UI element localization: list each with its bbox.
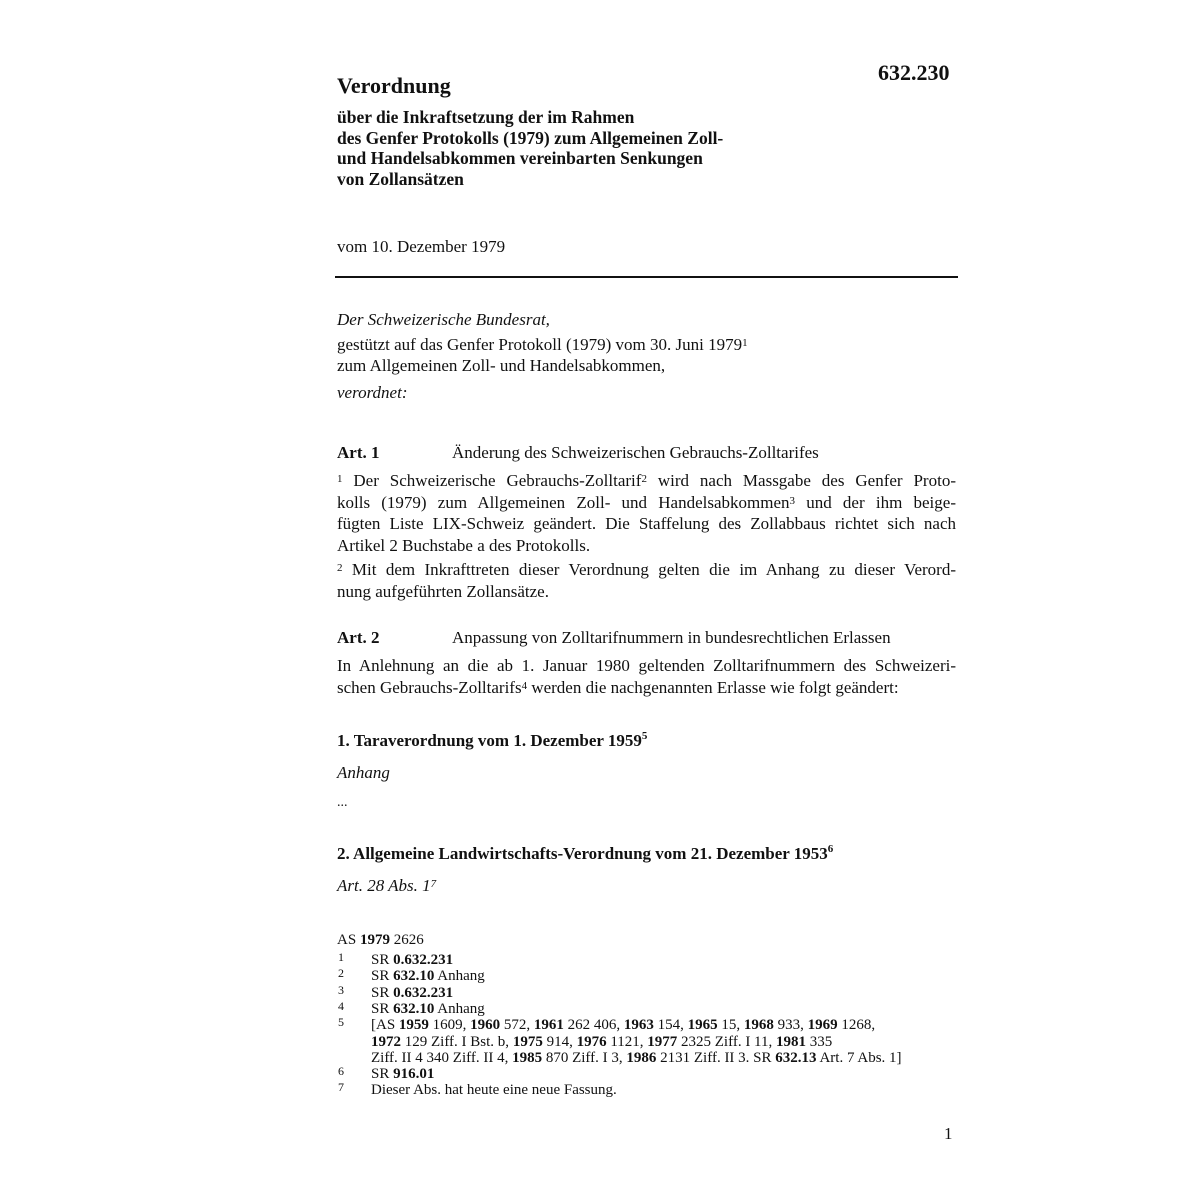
section1-ellipsis: ... bbox=[337, 795, 348, 810]
art1-paragraph2 bbox=[337, 559, 956, 602]
text-span: 1985 bbox=[512, 1050, 543, 1066]
text-span: 1981 bbox=[776, 1033, 807, 1050]
footnote-3 bbox=[371, 985, 453, 1002]
text-span: Anhang bbox=[434, 968, 485, 984]
footnote-number: 6 bbox=[338, 1064, 344, 1078]
footnote-5-line bbox=[371, 1017, 902, 1034]
text-span: 2. Allgemeine Landwirtschafts-Verordnung vom 21. Dezember 1953 bbox=[337, 844, 828, 863]
text-span: AS bbox=[337, 932, 360, 948]
text-span: 933, bbox=[773, 1017, 808, 1033]
text-span: 2325 Ziff. I 11, bbox=[677, 1033, 777, 1050]
section1-sub: Anhang bbox=[337, 763, 390, 782]
text-span: 1986 bbox=[626, 1050, 657, 1066]
text-span: 1972 bbox=[371, 1033, 401, 1050]
text-span: 1609, bbox=[428, 1017, 471, 1033]
subtitle-line: über die Inkraftsetzung der im Rahmen bbox=[337, 107, 635, 127]
footnote-5 bbox=[371, 1017, 902, 1067]
footnote-ref-6[interactable]: 6 bbox=[827, 843, 834, 855]
text-line bbox=[337, 677, 956, 699]
text-span: 15, bbox=[717, 1017, 744, 1033]
art1-number: Art. 1 bbox=[337, 443, 380, 462]
text-span: 2626 bbox=[389, 932, 424, 948]
preamble-authority: Der Schweizerische Bundesrat, bbox=[337, 310, 550, 329]
text-span: werden die nachgenannten Erlasse wie folgt geändert: bbox=[527, 677, 899, 697]
text-line: nung aufgeführten Zollansätze. bbox=[337, 581, 549, 601]
text-span: 335 bbox=[806, 1033, 833, 1050]
text-span: 0.632.231 bbox=[393, 952, 454, 968]
text-line bbox=[337, 492, 956, 514]
footnote-ref-3[interactable]: 3 bbox=[789, 494, 796, 507]
text-span: Anhang bbox=[434, 1001, 485, 1017]
text-span: 1963 bbox=[623, 1017, 654, 1033]
text-line: Artikel 2 Buchstabe a des Protokolls. bbox=[337, 535, 591, 555]
text-span: SR bbox=[371, 1001, 394, 1017]
section2-sub bbox=[337, 875, 436, 897]
text-span: SR bbox=[371, 1066, 394, 1082]
text-span: 1975 bbox=[512, 1033, 543, 1050]
paragraph-number: 2 bbox=[337, 562, 343, 574]
preamble-basis-line1 bbox=[337, 334, 748, 356]
text-span: 1960 bbox=[470, 1017, 501, 1033]
text-span: 914, bbox=[542, 1033, 577, 1050]
text-span: 0.632.231 bbox=[393, 985, 454, 1001]
text-span: Art. 28 Abs. 1 bbox=[337, 876, 431, 895]
text-span: 632.10 bbox=[393, 968, 435, 984]
document-date: vom 10. Dezember 1979 bbox=[337, 237, 506, 256]
text-span: kolls (1979) zum Allgemeinen Zoll- und Handelsabkommen bbox=[337, 492, 790, 512]
text-span: 1969 bbox=[807, 1017, 838, 1033]
footnote-ref-7[interactable]: 7 bbox=[430, 878, 437, 890]
footnote-number: 4 bbox=[338, 999, 344, 1013]
footnote-number: 1 bbox=[338, 950, 344, 964]
subtitle-line: und Handelsabkommen vereinbarten Senkungen bbox=[337, 148, 703, 168]
footnote-number: 3 bbox=[338, 983, 344, 997]
text-span: 262 406, bbox=[563, 1017, 624, 1033]
text-span: 870 Ziff. I 3, bbox=[542, 1050, 627, 1066]
text-span: 1959 bbox=[398, 1017, 429, 1033]
footnote-number: 5 bbox=[338, 1015, 344, 1029]
text-span: SR bbox=[371, 985, 394, 1001]
sr-number: 632.230 bbox=[878, 60, 950, 85]
text-span: und der ihm beige- bbox=[795, 492, 956, 512]
text-span: wird nach Massgabe des Genfer Proto- bbox=[646, 471, 956, 490]
text-line bbox=[337, 559, 956, 581]
art2-heading: Anpassung von Zolltarifnummern in bundesrechtlichen Erlassen bbox=[452, 628, 891, 647]
text-span: 1979 bbox=[359, 932, 390, 948]
footnote-ref-4[interactable]: 4 bbox=[521, 679, 528, 692]
art2-number: Art. 2 bbox=[337, 628, 380, 647]
page-number: 1 bbox=[944, 1124, 953, 1143]
text-span: 1121, bbox=[606, 1033, 648, 1050]
text-span: 1961 bbox=[533, 1017, 564, 1033]
text-span: 2131 Ziff. II 3. SR bbox=[656, 1050, 776, 1066]
footnote-6 bbox=[371, 1066, 434, 1083]
text-span: 1. Taraverordnung vom 1. Dezember 1959 bbox=[337, 731, 642, 750]
footnote-2 bbox=[371, 968, 485, 985]
text-span: 1965 bbox=[687, 1017, 718, 1033]
footnote-5-line bbox=[371, 1050, 902, 1067]
text-span: 632.10 bbox=[393, 1001, 435, 1017]
subtitle-line: von Zollansätzen bbox=[337, 168, 464, 189]
text-span: SR bbox=[371, 952, 394, 968]
preamble-basis-text: gestützt auf das Genfer Protokoll (1979) vom 30. Juni 1979 bbox=[337, 335, 743, 354]
text-span: Mit dem Inkrafttreten dieser Verordnung gelten die im Anhang zu dieser Verord- bbox=[342, 560, 956, 579]
text-span: 916.01 bbox=[393, 1066, 435, 1082]
text-line: fügten Liste LIX-Schweiz geändert. Die Staffelung des Zollabbaus richtet sich nach bbox=[337, 514, 956, 533]
text-line bbox=[337, 470, 956, 492]
text-span: 129 Ziff. I Bst. b, bbox=[401, 1033, 513, 1050]
art1-paragraph1 bbox=[337, 470, 956, 556]
text-span: 572, bbox=[500, 1017, 534, 1033]
footnote-ref-2[interactable]: 2 bbox=[641, 473, 647, 485]
text-span: Der Schweizerische Gebrauchs-Zolltarif bbox=[342, 471, 642, 490]
document-subtitle bbox=[337, 107, 807, 189]
text-span: 1976 bbox=[576, 1033, 607, 1050]
paragraph-number: 1 bbox=[337, 473, 343, 485]
text-span: schen Gebrauchs-Zolltarifs bbox=[337, 677, 522, 697]
footnote-ref-1[interactable]: 1 bbox=[742, 337, 748, 349]
as-reference bbox=[337, 932, 424, 949]
footnote-number: 7 bbox=[338, 1080, 344, 1094]
footnote-5-line bbox=[371, 1034, 902, 1051]
section2-heading bbox=[337, 844, 833, 864]
text-span: 1268, bbox=[837, 1017, 876, 1033]
preamble-basis-line2: zum Allgemeinen Zoll- und Handelsabkommen, bbox=[337, 356, 666, 375]
subtitle-line: des Genfer Protokolls (1979) zum Allgemeinen Zoll- bbox=[337, 127, 724, 148]
footnote-ref-5[interactable]: 5 bbox=[641, 730, 648, 742]
text-span: 1977 bbox=[647, 1033, 678, 1050]
text-span: [AS bbox=[371, 1017, 399, 1033]
art2-paragraph bbox=[337, 655, 956, 698]
art1-heading: Änderung des Schweizerischen Gebrauchs-Zolltarifes bbox=[452, 443, 819, 462]
text-span: Ziff. II 4 340 Ziff. II 4, bbox=[371, 1050, 513, 1066]
text-line: In Anlehnung an die ab 1. Januar 1980 geltenden Zolltarifnummern des Schweizeri- bbox=[337, 656, 956, 675]
text-span: 632.13 bbox=[775, 1050, 817, 1066]
footnote-7: Dieser Abs. hat heute eine neue Fassung. bbox=[371, 1082, 617, 1098]
footnote-1 bbox=[371, 952, 453, 969]
header-divider bbox=[335, 276, 958, 278]
document-title: Verordnung bbox=[337, 73, 451, 98]
text-span: 154, bbox=[653, 1017, 688, 1033]
section1-heading bbox=[337, 731, 647, 751]
text-span: 1968 bbox=[743, 1017, 774, 1033]
text-span: Art. 7 Abs. 1] bbox=[816, 1050, 902, 1066]
footnote-4 bbox=[371, 1001, 485, 1018]
preamble-decree: verordnet: bbox=[337, 383, 408, 402]
text-span: SR bbox=[371, 968, 394, 984]
footnote-number: 2 bbox=[338, 966, 344, 980]
